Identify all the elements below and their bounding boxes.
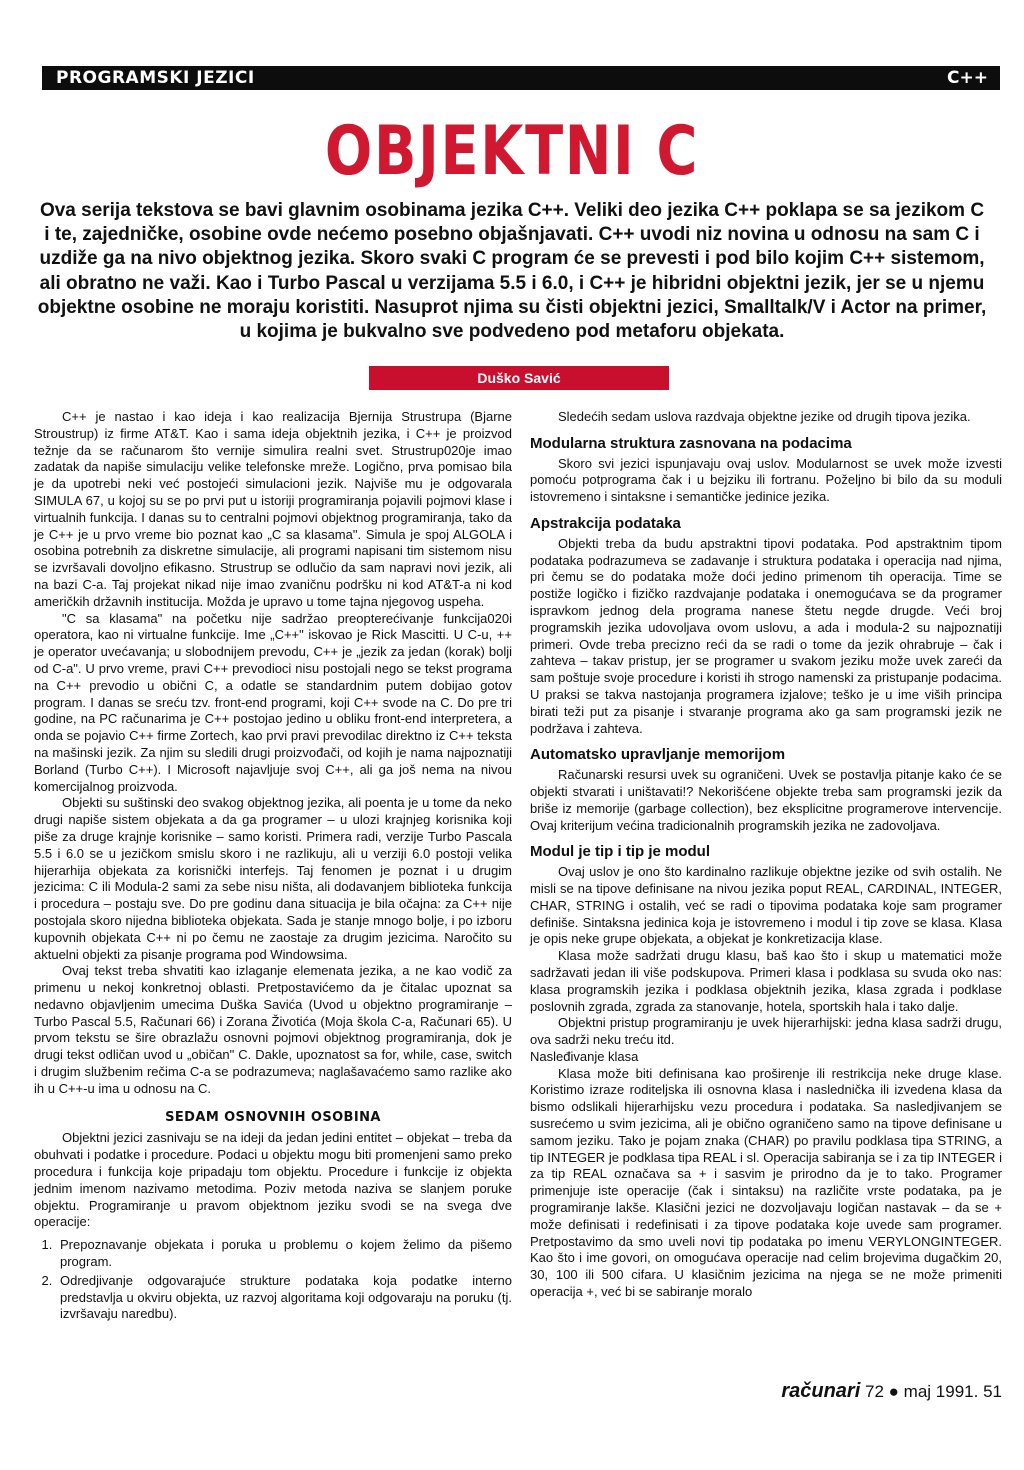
paragraph: C++ je nastao i kao ideja i kao realizacija Bjernija Strustrupa (Bjarne Stroustrup) iz firme AT&T. Kao i sama ideja objektnih jezika, i C++ je proizvod težnje da se računarom što vernije simulira realni svet. Strustrup020je imao zadatak da napiše simulaciju velike telefonske mreže. Logično, prva pomisao bila je da upotrebi neki već postojeći simulacioni jezik. Najviše mu je odgovarala SIMULA 67, u kojoj su se po prvi put u istoriji programiranja pojavili pojmovi klase i virtualnih funkcija. I danas su to centralni pojmovi objektnog programiranja, tako da je C++ je u prvo vreme bio poznat kao „C sa klasama". Simula je spoj ALGOLA i osobina potrebnih za diskretne simulacije, ali programi napisani tim sistemom nisu se izvršavali dovoljno efikasno. Strustrup se odlučio da sam napravi novi jezik, ali na bazi C-a. Taj projekat nikad nije imao zvaničnu podršku ni kod AT&T-a ni kod američkih državnih institucija. Možda je upravo u tome tajna njegovog uspeha. (34, 409, 512, 609)
author-byline: Duško Savić (369, 366, 669, 390)
issue-date: maj 1991. (903, 1382, 979, 1401)
magazine-name: računari (781, 1380, 861, 1402)
section-heading: Apstrakcija podataka (530, 514, 681, 532)
section-heading: Modularna struktura zasnovana na podacima (530, 434, 852, 452)
paragraph: Klasa može biti definisana kao proširenje ili restrikcija neke druge klase. Koristimo izraze roditeljska ili osnovna klasa i naslednička ili izvedena klasa da bismo odslikali hijerarhijsku vezu procedura i podataka. Sa nasledjivanjem se susrećemo u svim jezicima, ali je obično ograničeno samo na tipove definisane u samom jeziku. Tako je pojam znaka (CHAR) po pravilu podklasa tipa STRING, a tip INTEGER je podklasa tipa REAL i sl. Operacija sabiranja se i za tip INTEGER i za tip REAL označava sa + i sasvim je prirodno da je to tako. Programer primenjuje iste operacije (čak i sintaksu) na različite vrste podataka, pa je programiranje lakše. Klasični jezici ne dozvoljavaju logičan nastavak – da se + može definisati i redefinisati i za tipove podataka koje uvede sam programer. Pretpostavimo da smo uveli novi tip podataka po imenu VERYLONGINTEGER. Kao što i ime govori, on omogućava operacije nad celim brojevima dugačkim 20, 30, 100 ili 500 cifara. U klasičnim jezicima na njega se ne može primeniti operacija +, već bi se sabiranje moralo (530, 1065, 1002, 1300)
numbered-list (34, 1237, 512, 1323)
article-lead (36, 199, 988, 344)
language-label: C++ (947, 68, 988, 88)
section-subhead: SEDAM OSNOVNIH OSOBINA (165, 1109, 381, 1125)
paragraph: Ovaj tekst treba shvatiti kao izlaganje elemenata jezika, a ne kao vodič za primenu u nekoj konkretnoj oblasti. Pretpostavićemo da je čitalac upoznat sa nedavno objavljenim umecima Duška Savića (Uvod u objektno programiranje – Turbo Pascal 5.5, Računari 66) i Zorana Životića (Moja škola C-a, Računari 65). U prvom tekstu se šire obrazlažu osnovni pojmovi objektnog programiranja, dok je drugi tekst odličan uvod u „običan" C. Dakle, upoznatost sa for, while, case, switch i drugim službenim rečima C-a se podrazumeva; naglašavaćemo samo razlike ako ih u C++-u ima u odnosu na C. (34, 963, 512, 1096)
list-item: 1. Prepoznavanje objekata i poruka u problemu o kojem želimo da pišemo program. (56, 1237, 512, 1271)
paragraph: Nasleđivanje klasa (530, 1048, 639, 1064)
paragraph: "C sa klasama" na početku nije sadržao preopterećivanje funkcija020i operatora, kao ni virtualne funkcije. Ime „C++" iskovao je Rick Mascitti. U C-u, ++ je operator uvećavanja; u slobodnijem prevodu, C++ je „jezik za jedan (korak) bolji od C-a". U prvo vreme, pravi C++ prevodioci nisu postojali nego se tekst programa na C++ prevodio u obični C, a odatle se standardnim putem dobijao gotov program. I danas se sreću tzv. front-end programi, koji C++ svode na C. Do pre tri godine, na PC računarima je C++ postojao jedino u obliku front-end interpretera, a onda se pojavio C++ firme Zortech, kao prvi pravi prevodilac direktno iz C++ teksta na mašinski jezik. Za njim su sledili drugi proizvođači, od kojih je nama najpoznatiji Borland (Turbo C++). I Microsoft najavljuje svoj C++, ali ga još nema na nivou komercijalnog proizvoda. (34, 610, 512, 794)
paragraph: Objektni pristup programiranju je uvek hijerarhijski: jedna klasa sadrži drugu, ova sadrži neku treću itd. (530, 1015, 1002, 1048)
bullet-separator: ● (888, 1382, 899, 1401)
paragraph: Klasa može sadržati drugu klasu, baš kao što i skup u matematici može sadržavati jedan ili više podskupova. Primeri klasa i podklasa su svuda oko nas: klasa programskih jezika i podklasa objektnih jezika, klasa zgrada i podklase poslovnih zgrada, zgrada za stanovanje, hotela, sportskih hala i tako dalje. (530, 948, 1002, 1014)
lead-text: Ova serija tekstova se bavi glavnim osobinama jezika C++. Veliki deo jezika C++ poklapa se sa jezikom C i te, zajedničke, osobine ovde nećemo posebno objašnjavati. C++ uvodi niz novina u odnosu na sam C i uzdiže ga na nivo objektnog jezika. Skoro svaki C program će se prevesti i pod bilo kojim C++ sistemom, ali obratno ne važi. Kao i Turbo Pascal u verzijama 5.5 i 6.0, i C++ je hibridni objektni jezik, jer se u njemu objektne osobine ne moraju koristiti. Nasuprot njima su čisti objektni jezici, Smalltalk/V i Actor na primer, u kojima je bukvalno sve podvedeno pod metaforu objekata. (37, 200, 987, 343)
section-heading: Automatsko upravljanje memorijom (530, 746, 786, 764)
issue-number: 72 (865, 1382, 884, 1401)
paragraph: Objekti treba da budu apstraktni tipovi podataka. Pod apstraktnim tipom podataka podrazumeva se zadavanje i struktura podataka i operacija nad njima, pri čemu se do podataka može doći jedino primenom tih operacija. Time se postiže logičko i fizičko razdvajanje podataka i onemogućava se da programer ispravkom jednog dela programa nanese štetu negde drugde. Veći broj programskih jezika udovoljava ovom uslovu, a ada i modula-2 su najpoznatiji primeri. Ovde treba precizno reći da se radi o tome da jezik ohrabruje – čak i zahteva – takav pristup, jer se programer u svakom jeziku može uvek zareći da sam poštuje svoje procedure i koristi ih strogo namenski za pristupanje podacima. U praksi se takva nastojanja programera izjalove; teško je u ime viših principa birati teži put za pisanje i stvaranje programa ako ga sam programski jezik ne podržava i zahteva. (530, 535, 1002, 736)
paragraph: Objektni jezici zasnivaju se na ideji da jedan jedini entitet – objekat – treba da obuhvati i podatke i procedure. Podaci u objektu mogu biti promenjeni samo preko procedura i funkcija koje pripadaju tom objektu. Procedure i funkcije iz objekta jednim imenom nazivamo metodima. Poziv metoda naziva se slanjem poruke objektu. Programiranje u pravom objektnom jeziku svodi se na svega dve operacije: (34, 1130, 512, 1230)
section-label: PROGRAMSKI JEZICI (56, 68, 255, 88)
list-item: 2. Odredjivanje odgovarajuće strukture podataka koja podatke interno predstavlja u okviru objekta, uz razvoj algoritama koji odgovaraju na poruku (tj. izvršavaju naredbu). (56, 1273, 512, 1323)
paragraph: Ovaj uslov je ono što kardinalno razlikuje objektne jezike od svih ostalih. Ne misli se na tipove definisane na nivou jezika poput REAL, CARDINAL, INTEGER, CHAR, STRING i ostalih, već se radi o tipovima podataka koje sam programer definiše. Sintaksna jedinica koja je istovremeno i modul i tip zove se klasa. Klasa je opis neke grupe objekata, a objekat je konkretizacija klase. (530, 864, 1002, 947)
paragraph: Skoro svi jezici ispunjavaju ovaj uslov. Modularnost se uvek može izvesti pomoću potprograma čak i u bejziku ili fortranu. Poželjno bi bilo da su moduli istovremeno i sintaksne i semantičke jedinice jezika. (530, 455, 1002, 505)
paragraph: Sledećih sedam uslova razdvaja objektne jezike od drugih tipova jezika. (558, 409, 971, 424)
page-footer (781, 1380, 1002, 1403)
page-number: 51 (983, 1382, 1002, 1401)
left-column (34, 409, 512, 1325)
paragraph: Računarski resursi uvek su ograničeni. Uvek se postavlja pitanje kako će se objekti stvarati i uništavati!? Nekorišćene objekte treba sam programski jezik da briše iz memorije (garbage collection), bez eksplicitne programerove intervencije. Ovaj kriterijum većina tradicionalnih programskih jezika ne zadovoljava. (530, 767, 1002, 833)
section-heading: Modul je tip i tip je modul (530, 843, 710, 861)
right-column (530, 409, 1002, 1301)
article-title: OBJEKTNI C (324, 112, 700, 191)
section-header-bar (42, 66, 1000, 90)
paragraph: Objekti su suštinski deo svakog objektnog jezika, ali poenta je u tome da neko drugi napiše sistem objekata a da ga programer – u ulozi krajnjeg korisnika koji piše za druge krajnje korisnike – samo koristi. Primera radi, verzije Turbo Pascala 5.5 i 6.0 se u jezičkom smislu skoro i ne razlikuju, ali u verziji 6.0 postoji velika hijerarhija objekata za korisnički interfejs. Taj fenomen je poznat i u drugim jezicima: C ili Modula-2 sami za sebe nisu ništa, ali dodavanjem biblioteka funkcija i procedura – postaju sve. Do pre godinu dana situacija je bila očajna: za C++ nije postojala skoro nijedna biblioteka objekata. Sada je stanje mnogo bolje, i po izboru kupovnih objekata C++ ni po čemu ne zaostaje za drugim jezicima. Naročito su aktuelni objekti za pisanje programa pod Windowsima. (34, 795, 512, 962)
